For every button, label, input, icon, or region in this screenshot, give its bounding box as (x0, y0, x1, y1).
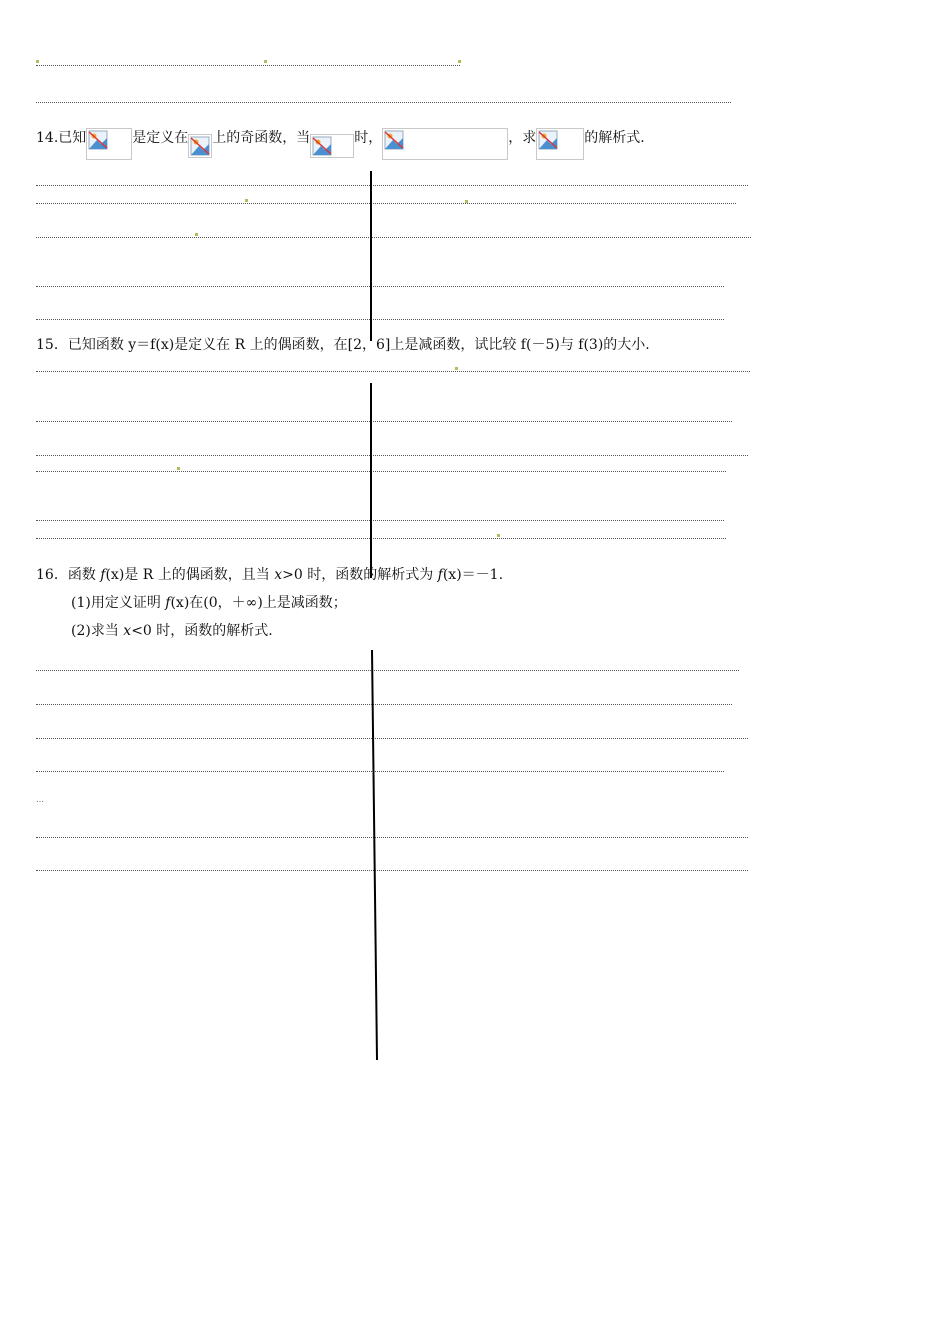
answer-line (36, 102, 731, 103)
column-divider (370, 383, 372, 578)
speck (36, 60, 39, 63)
question-text: 15．已知函数 y＝f(x)是定义在 R 上的偶函数，在[2，6]上是减函数，试比较 f(－5)与 f(3)的大小. (36, 337, 650, 353)
answer-line (36, 870, 748, 871)
column-divider (370, 171, 372, 341)
question-text: 已知 (58, 130, 87, 146)
answer-line (36, 704, 732, 705)
question-text: >0 时，函数的解析式为 (282, 567, 438, 583)
answer-line (36, 538, 726, 539)
answer-line (36, 65, 460, 66)
math-var: f (165, 595, 171, 611)
question-text: 是定义在 (132, 130, 189, 146)
speck (195, 233, 198, 236)
math-var: f (100, 567, 106, 583)
broken-image-icon (310, 134, 354, 158)
speck (497, 534, 500, 537)
question-16-part-1 (71, 593, 347, 613)
speck (245, 199, 248, 202)
question-text: 在(0，＋∞)上是减函数； (189, 595, 347, 611)
speck (455, 367, 458, 370)
broken-image-icon (86, 128, 132, 160)
answer-line (36, 203, 736, 204)
answer-line (36, 371, 750, 372)
question-16-part-2 (71, 621, 273, 641)
question-text: ，求 (508, 130, 537, 146)
question-number: 16． (36, 567, 68, 583)
question-text: 上的奇函数，当 (212, 130, 311, 146)
answer-line (36, 520, 724, 521)
speck (264, 60, 267, 63)
math-var: f (437, 567, 443, 583)
question-text: ＝－1. (461, 567, 504, 583)
question-text: 时， (354, 130, 383, 146)
broken-image-icon (188, 134, 212, 158)
answer-line (36, 421, 732, 422)
ellipsis-mark: … (36, 795, 44, 804)
answer-line (36, 286, 724, 287)
question-text: (x) (442, 567, 462, 583)
question-15 (36, 335, 650, 355)
broken-image-icon (536, 128, 584, 160)
speck (177, 467, 180, 470)
question-text: <0 时，函数的解析式. (131, 623, 273, 639)
answer-line (36, 455, 748, 456)
question-14 (36, 122, 645, 154)
answer-line (36, 185, 748, 186)
math-var: x (274, 567, 283, 583)
broken-image-icon (382, 128, 508, 160)
answer-line (36, 237, 751, 238)
answer-line (36, 738, 748, 739)
question-text: (x) (170, 595, 190, 611)
answer-line (36, 319, 724, 320)
answer-line (36, 837, 748, 838)
answer-line (36, 471, 726, 472)
question-number: 14. (36, 130, 59, 146)
question-text: 函数 (67, 567, 101, 583)
answer-line (36, 771, 724, 772)
question-text: 是 R 上的偶函数，且当 (124, 567, 275, 583)
question-text: (x) (105, 567, 125, 583)
question-text: (2)求当 (71, 623, 124, 639)
question-16 (36, 565, 503, 585)
math-var: x (123, 623, 132, 639)
question-text: 的解析式. (584, 130, 645, 146)
column-divider (371, 650, 378, 1060)
question-text: (1)用定义证明 (71, 595, 166, 611)
answer-line (36, 670, 739, 671)
speck (465, 200, 468, 203)
speck (458, 60, 461, 63)
